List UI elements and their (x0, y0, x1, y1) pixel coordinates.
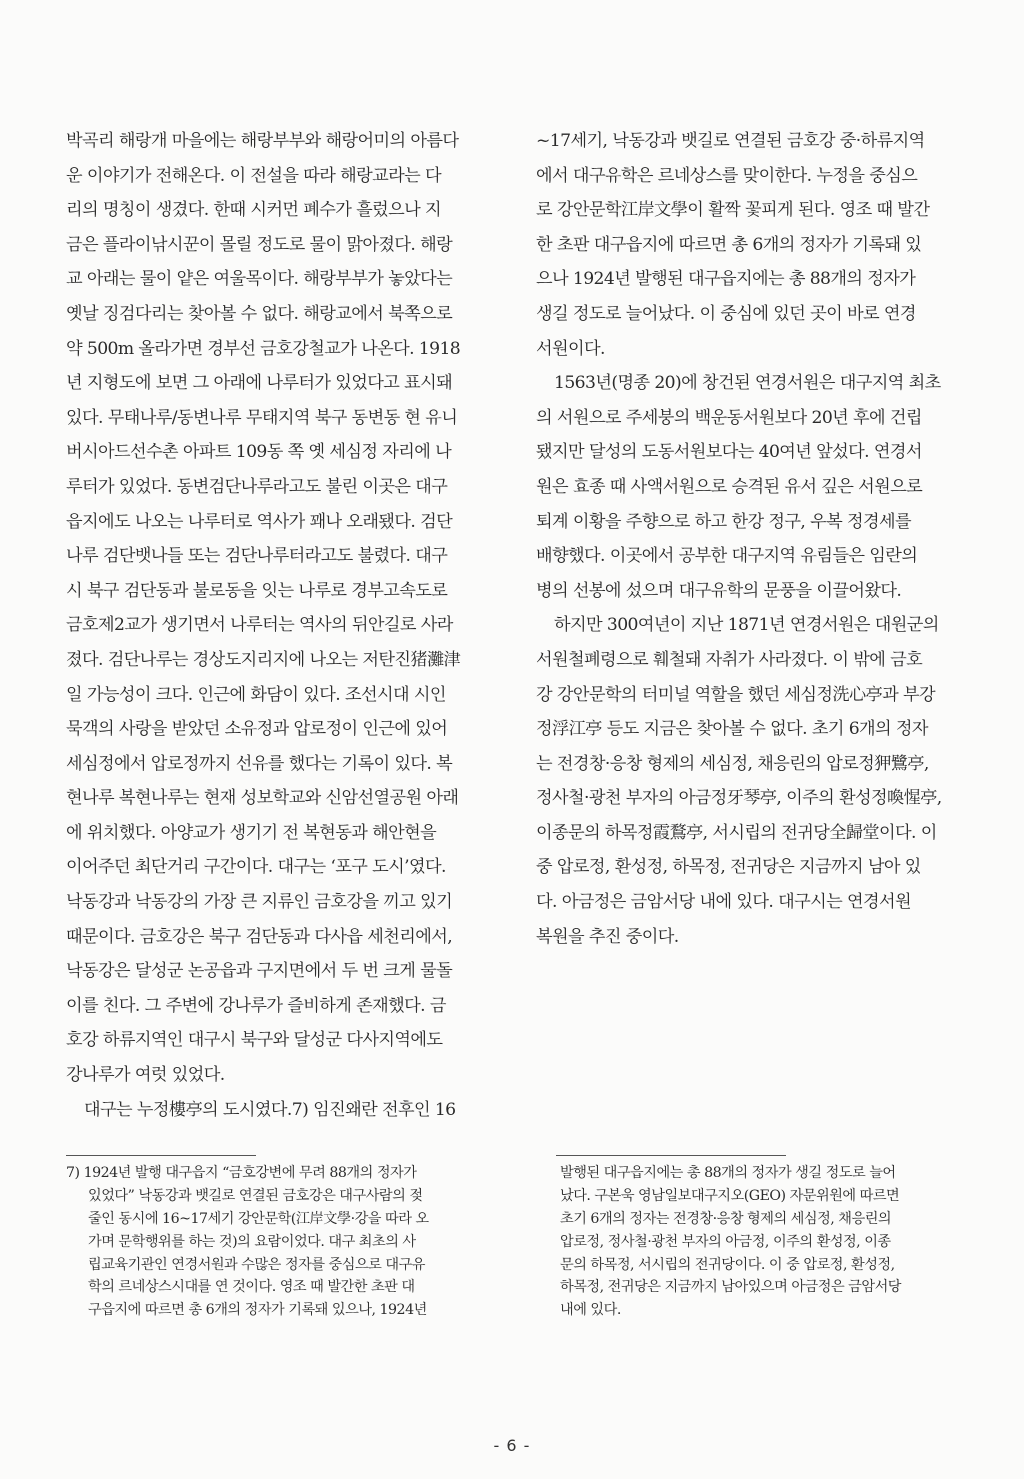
text-line: 에서 대구유학은 르네상스를 맞이한다. 누정을 중심으 (536, 165, 918, 186)
text-line: 낙동강은 달성군 논공읍과 구지면에서 두 번 크게 물돌 (66, 961, 453, 982)
footnote-line: 립교육기관인 연경서원과 수많은 정자를 중심으로 대구유 (88, 1256, 425, 1273)
footnote-line: 문의 하목정, 서시립의 전귀당이다. 이 중 압로정, 환성정, (560, 1256, 895, 1273)
text-line: 생길 정도로 늘어났다. 이 중심에 있던 곳이 바로 연경 (536, 303, 916, 324)
footnote-divider-left (66, 1155, 256, 1156)
text-line: 퇴계 이황을 주향으로 하고 한강 정구, 우복 정경세를 (536, 511, 911, 532)
text-line: ~17세기, 낙동강과 뱃길로 연결된 금호강 중·하류지역 (536, 131, 925, 151)
footnote-line: 하목정, 전귀당은 지금까지 남아있으며 아금정은 금암서당 (560, 1279, 901, 1296)
text-line: 복원을 추진 중이다. (536, 926, 679, 947)
text-line: 하지만 300여년이 지난 1871년 연경서원은 대원군의 (554, 615, 939, 636)
text-line: 읍지에도 나오는 나루터로 역사가 꽤나 오래됐다. 검단 (66, 511, 453, 532)
text-line: 금은 플라이낚시꾼이 몰릴 정도로 물이 맑아졌다. 해랑 (66, 234, 453, 255)
text-line: 서원이다. (536, 338, 605, 359)
text-line: 루터가 있었다. 동변검단나루라고도 불린 이곳은 대구 (66, 476, 448, 497)
text-line: 대구는 누정樓亭의 도시였다.7) 임진왜란 전후인 16 (84, 1099, 456, 1120)
footnote-line: 내에 있다. (560, 1302, 621, 1319)
text-line: 정浮江亭 등도 지금은 찾아볼 수 없다. 초기 6개의 정자 (536, 719, 928, 740)
text-line: 호강 하류지역인 대구시 북구와 달성군 다사지역에도 (66, 1030, 443, 1051)
footnote-left (66, 1162, 502, 1322)
text-line: 이종문의 하목정霞鶩亭, 서시립의 전귀당全歸堂이다. 이 (536, 822, 937, 843)
text-line: 리의 명칭이 생겼다. 한때 시커먼 폐수가 흘렀으나 지 (66, 200, 441, 221)
text-line: 졌다. 검단나루는 경상도지리지에 나오는 저탄진猪灘津 (66, 649, 461, 670)
footnote-line: 초기 6개의 정자는 전경창·응창 형제의 세심정, 채응린의 (560, 1210, 892, 1227)
page-number: - 6 - (493, 1436, 531, 1455)
right-text-column (536, 124, 962, 954)
text-line: 강나루가 여럿 있었다. (66, 1065, 225, 1086)
text-line: 있다. 무태나루/동변나루 무태지역 북구 동변동 현 유니 (66, 407, 458, 428)
text-line: 약 500m 올라가면 경부선 금호강철교가 나온다. 1918 (66, 338, 461, 359)
footnote-line: 있었다” 낙동강과 뱃길로 연결된 금호강은 대구사람의 젖 (88, 1187, 423, 1204)
left-text-column (66, 124, 496, 1127)
text-line: 묵객의 사랑을 받았던 소유정과 압로정이 인근에 있어 (66, 719, 448, 740)
text-line: 교 아래는 물이 얕은 여울목이다. 해랑부부가 놓았다는 (66, 269, 453, 290)
footnote-line: 가며 문학행위를 하는 것)의 요람이었다. 대구 최초의 사 (88, 1233, 416, 1250)
text-line: 금호제2교가 생기면서 나루터는 역사의 뒤안길로 사라 (66, 615, 453, 636)
footnote-line: 발행된 대구읍지에는 총 88개의 정자가 생길 정도로 늘어 (560, 1165, 896, 1181)
text-line: 강 강안문학의 터미널 역할을 했던 세심정洗心亭과 부강 (536, 684, 936, 705)
text-line: 다. 아금정은 금암서당 내에 있다. 대구시는 연경서원 (536, 892, 911, 913)
text-line: 에 위치했다. 아양교가 생기기 전 복현동과 해안현을 (66, 822, 437, 843)
text-line: 한 초판 대구읍지에 따르면 총 6개의 정자가 기록돼 있 (536, 234, 922, 255)
text-line: 일 가능성이 크다. 인근에 화담이 있다. 조선시대 시인 (66, 684, 446, 705)
text-line: 중 압로정, 환성정, 하목정, 전귀당은 지금까지 남아 있 (536, 857, 921, 878)
text-line: 이를 친다. 그 주변에 강나루가 즐비하게 존재했다. 금 (66, 995, 446, 1016)
text-line: 시 북구 검단동과 불로동을 잇는 나루로 경부고속도로 (66, 580, 448, 601)
text-line: 정사철·광천 부자의 아금정牙琴亭, 이주의 환성정喚惺亭, (536, 788, 942, 809)
text-line: 이어주던 최단거리 구간이다. 대구는 ‘포구 도시’였다. (66, 857, 446, 878)
text-line: 세심정에서 압로정까지 선유를 했다는 기록이 있다. 복 (66, 753, 453, 774)
text-line: 년 지형도에 보면 그 아래에 나루터가 있었다고 표시돼 (66, 373, 453, 394)
text-line: 원은 효종 때 사액서원으로 승격된 유서 깊은 서원으로 (536, 476, 923, 497)
text-line: 로 강안문학江岸文學이 활짝 꽃피게 된다. 영조 때 발간 (536, 200, 930, 221)
text-line: 옛날 징검다리는 찾아볼 수 없다. 해랑교에서 북쪽으로 (66, 303, 453, 324)
footnote-divider-right (556, 1155, 786, 1156)
text-line: 운 이야기가 전해온다. 이 전설을 따라 해랑교라는 다 (66, 165, 441, 186)
footnote-line: 줄인 동시에 16~17세기 강안문학(江岸文學·강을 따라 오 (88, 1210, 429, 1227)
text-line: 1563년(명종 20)에 창건된 연경서원은 대구지역 최초 (554, 373, 941, 394)
footnote-line: 학의 르네상스시대를 연 것이다. 영조 때 발간한 초판 대 (88, 1279, 415, 1296)
text-line: 낙동강과 낙동강의 가장 큰 지류인 금호강을 끼고 있기 (66, 892, 453, 913)
text-line: 됐지만 달성의 도동서원보다는 40여년 앞섰다. 연경서 (536, 442, 922, 463)
text-line: 버시아드선수촌 아파트 109동 쪽 옛 세심정 자리에 나 (66, 442, 452, 463)
text-line: 는 전경창·응창 형제의 세심정, 채응린의 압로정狎鷺亭, (536, 753, 929, 774)
text-line: 현나루 복현나루는 현재 성보학교와 신암선열공원 아래 (66, 788, 459, 809)
text-line: 배향했다. 이곳에서 공부한 대구지역 유림들은 임란의 (536, 546, 918, 567)
footnote-line: 7) 1924년 발행 대구읍지 “금호강변에 무려 88개의 정자가 (66, 1165, 417, 1181)
text-line: 으나 1924년 발행된 대구읍지에는 총 88개의 정자가 (536, 269, 916, 290)
text-line: 나루 검단뱃나들 또는 검단나루터라고도 불렸다. 대구 (66, 546, 448, 567)
text-line: 의 서원으로 주세붕의 백운동서원보다 20년 후에 건립 (536, 407, 922, 428)
text-line: 때문이다. 금호강은 북구 검단동과 다사읍 세천리에서, (66, 926, 453, 947)
footnote-line: 압로정, 정사철·광천 부자의 아금정, 이주의 환성정, 이종 (560, 1233, 891, 1250)
text-line: 서원철폐령으로 훼철돼 자취가 사라졌다. 이 밖에 금호 (536, 649, 923, 670)
footnote-line: 구읍지에 따르면 총 6개의 정자가 기록돼 있으나, 1924년 (88, 1302, 427, 1319)
text-line: 박곡리 해랑개 마을에는 해랑부부와 해랑어미의 아름다 (66, 131, 459, 151)
text-line: 병의 선봉에 섰으며 대구유학의 문풍을 이끌어왔다. (536, 580, 902, 601)
footnote-right (560, 1162, 962, 1322)
footnote-line: 났다. 구본욱 영남일보대구지오(GEO) 자문위원에 따르면 (560, 1187, 900, 1204)
